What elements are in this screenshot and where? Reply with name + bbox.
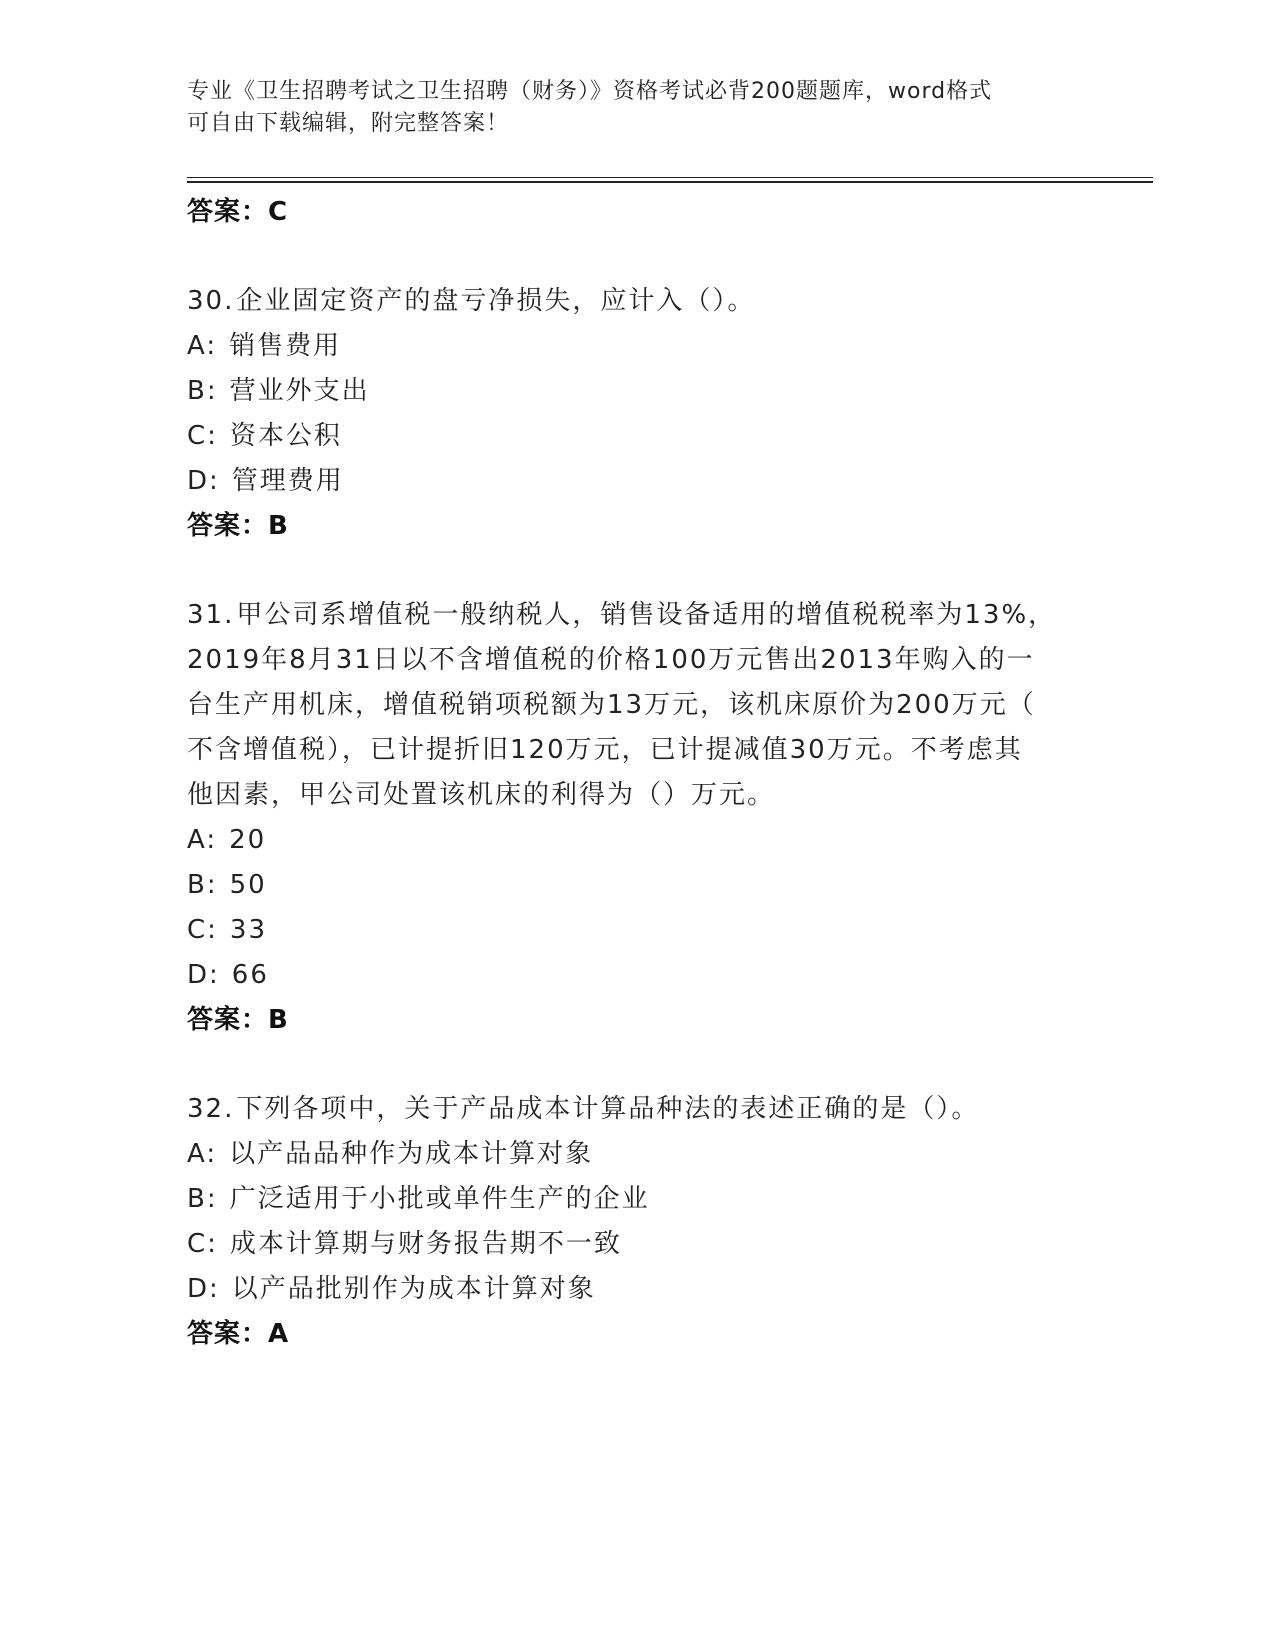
question-text: 下列各项中，关于产品成本计算品种法的表述正确的是（）。 — [236, 1094, 980, 1124]
option-key: B: — [187, 870, 218, 900]
question-31 — [187, 593, 1087, 1043]
answer: 答案：B — [187, 511, 289, 541]
option-text: 66 — [231, 960, 269, 990]
question-stem-line-1 — [187, 593, 1087, 638]
option-b — [187, 1177, 1087, 1222]
option-text: 销售费用 — [229, 331, 342, 361]
option-key: D: — [187, 1274, 220, 1304]
option-a — [187, 324, 1087, 369]
option-key: B: — [187, 376, 218, 406]
header-divider-thick — [187, 181, 1153, 183]
question-list — [187, 190, 1087, 1357]
question-32 — [187, 1087, 1087, 1357]
header-divider-thin — [187, 177, 1153, 178]
option-text: 营业外支出 — [229, 376, 370, 406]
option-text: 管理费用 — [231, 466, 344, 496]
question-30 — [187, 279, 1087, 549]
option-d — [187, 1267, 1087, 1312]
question-stem — [187, 279, 1087, 324]
option-key: C: — [187, 421, 218, 451]
option-key: B: — [187, 1184, 218, 1214]
question-stem — [187, 1087, 1087, 1132]
question-stem-line-3: 台生产用机床，增值税销项税额为13万元，该机床原价为200万元（ — [187, 690, 1036, 720]
question-number: 30. — [187, 286, 235, 316]
question-number: 31. — [187, 600, 235, 630]
question-text: 企业固定资产的盘亏净损失，应计入（）。 — [236, 286, 756, 316]
option-c — [187, 414, 1087, 459]
header-line-2: 可自由下载编辑，附完整答案！ — [187, 111, 510, 136]
option-key: A: — [187, 825, 218, 855]
option-d — [187, 953, 1087, 998]
previous-answer: 答案：C — [187, 197, 289, 227]
question-text: 甲公司系增值税一般纳税人，销售设备适用的增值税税率为13%， — [236, 600, 1057, 630]
option-d — [187, 459, 1087, 504]
option-text: 资本公积 — [229, 421, 342, 451]
header-line-1: 专业《卫生招聘考试之卫生招聘（财务）》资格考试必背200题题库，word格式 — [187, 79, 993, 104]
answer: 答案：A — [187, 1319, 290, 1349]
page-header — [187, 76, 1067, 140]
answer: 答案：B — [187, 1005, 289, 1035]
option-text: 20 — [229, 825, 267, 855]
question-stem-line-2: 2019年8月31日以不含增值税的价格100万元售出2013年购入的一 — [187, 645, 1035, 675]
option-key: A: — [187, 331, 218, 361]
question-stem-line-4: 不含增值税），已计提折旧120万元，已计提减值30万元。不考虑其 — [187, 735, 1023, 765]
option-key: A: — [187, 1139, 218, 1169]
option-text: 33 — [229, 915, 268, 945]
option-a — [187, 1132, 1087, 1177]
option-b — [187, 863, 1087, 908]
option-key: C: — [187, 1229, 218, 1259]
option-key: C: — [187, 915, 218, 945]
option-c — [187, 1222, 1087, 1267]
option-text: 广泛适用于小批或单件生产的企业 — [229, 1184, 650, 1214]
option-a — [187, 818, 1087, 863]
option-c — [187, 908, 1087, 953]
option-key: D: — [187, 466, 220, 496]
option-b — [187, 369, 1087, 414]
option-text: 以产品品种作为成本计算对象 — [229, 1139, 594, 1169]
option-text: 成本计算期与财务报告期不一致 — [229, 1229, 622, 1259]
question-stem-line-5: 他因素，甲公司处置该机床的利得为（）万元。 — [187, 780, 776, 810]
option-text: 50 — [229, 870, 267, 900]
option-text: 以产品批别作为成本计算对象 — [231, 1274, 596, 1304]
question-number: 32. — [187, 1094, 235, 1124]
option-key: D: — [187, 960, 220, 990]
